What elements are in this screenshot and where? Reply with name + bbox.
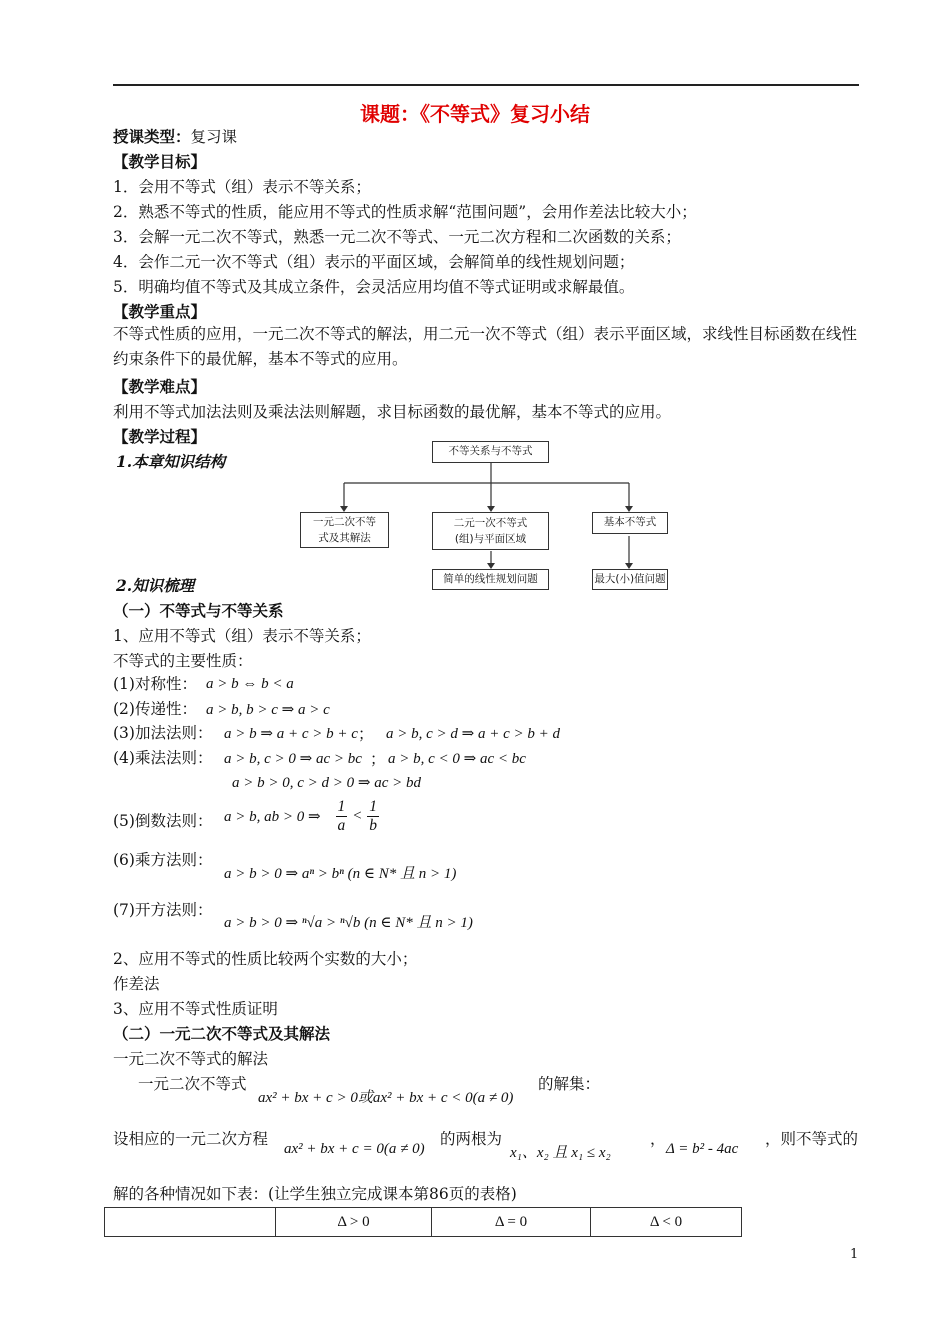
separator: ； xyxy=(358,725,374,743)
table-cell xyxy=(105,1208,276,1237)
fraction xyxy=(367,798,379,835)
paragraph: 设相应的一元二次方程 xyxy=(113,1130,269,1148)
diagram-node-linear-programming: 简单的线性规划问题 xyxy=(432,569,549,590)
table-cell: Δ > 0 xyxy=(276,1208,432,1237)
reciprocal-premise: a > b, ab > 0 ⇒ xyxy=(224,809,321,825)
property-formula: a > b > 0, c > d > 0 ⇒ ac > bd xyxy=(232,775,421,791)
subsection-2-heading: （二）一元二次不等式及其解法 xyxy=(113,1024,331,1043)
property-label: (4)乘法法则： xyxy=(113,749,213,767)
quadratic-inequality-formula: ax² + bx + c > 0或ax² + bx + c < 0(a ≠ 0) xyxy=(258,1090,514,1106)
diagram-node-basic-inequality: 基本不等式 xyxy=(592,512,668,534)
table-cell: Δ = 0 xyxy=(432,1208,591,1237)
diagram-node-line: 二元一次不等式 xyxy=(453,517,528,529)
page-number: 1 xyxy=(850,1247,859,1262)
page-title: 课题：《不等式》复习小结 xyxy=(360,102,590,126)
paragraph: 3、应用不等式性质证明 xyxy=(113,1000,278,1018)
paragraph: 2、应用不等式的性质比较两个实数的大小； xyxy=(113,950,418,968)
separator: ； xyxy=(370,750,386,768)
section-review-heading: 2.知识梳理 xyxy=(116,576,195,595)
diagram-node-linear-region xyxy=(432,512,549,550)
key-points-heading: 【教学重点】 xyxy=(113,302,207,321)
diagram-node-line: 式及其解法 xyxy=(318,532,371,544)
property-label: (3)加法法则： xyxy=(113,724,213,742)
table-cell: Δ < 0 xyxy=(591,1208,742,1237)
paragraph: 的两根为 xyxy=(440,1130,503,1148)
goals-heading: 【教学目标】 xyxy=(113,152,207,171)
separator: ， xyxy=(650,1130,666,1148)
property-formula: a > b, c > d ⇒ a + c > b + d xyxy=(386,726,560,742)
goal-item: 3．会解一元二次不等式，熟悉一元二次不等式、一元二次方程和二次函数的关系； xyxy=(113,228,681,246)
lesson-type-value: 复习课 xyxy=(190,128,238,146)
fraction-denominator: a xyxy=(337,817,346,834)
fraction-denominator: b xyxy=(369,817,377,834)
roots-formula: x₁、x₂ 且 x₁ ≤ x₂ xyxy=(510,1145,611,1161)
quadratic-equation-formula: ax² + bx + c = 0(a ≠ 0) xyxy=(284,1141,425,1157)
paragraph: 解的各种情况如下表：(让学生独立完成课本第86页的表格) xyxy=(113,1185,517,1203)
property-formula: a > b ⇔ b < a xyxy=(206,676,294,692)
section-structure-heading: 1.本章知识结构 xyxy=(116,452,226,471)
paragraph: 不等式的主要性质： xyxy=(113,652,253,670)
fraction xyxy=(336,798,348,835)
goal-item: 4．会作二元一次不等式（组）表示的平面区域，会解简单的线性规划问题； xyxy=(113,253,635,271)
diagram-root-node: 不等关系与不等式 xyxy=(432,441,549,463)
paragraph: 作差法 xyxy=(113,975,160,993)
difficulties-heading: 【教学难点】 xyxy=(113,377,207,396)
property-formula: a > b ⇒ a + c > b + c xyxy=(224,726,358,742)
property-label: (1)对称性： xyxy=(113,675,197,693)
property-formula: a > b > 0 ⇒ aⁿ > bⁿ (n ∈ N* 且 n > 1) xyxy=(224,866,457,882)
property-formula-reciprocal xyxy=(224,798,379,835)
property-formula: a > b, b > c ⇒ a > c xyxy=(206,702,330,718)
discriminant-table xyxy=(104,1207,742,1237)
subsection-1-heading: （一）不等式与不等关系 xyxy=(113,601,284,620)
key-points-text: 不等式性质的应用，一元二次不等式的解法，用二元一次不等式（组）表示平面区域，求线性目标函数在线性约束条件下的最优解，基本不等式的应用。 xyxy=(113,325,858,368)
header-rule xyxy=(113,84,859,86)
paragraph: ，则不等式的 xyxy=(765,1130,859,1148)
paragraph: 一元二次不等式的解法 xyxy=(113,1050,269,1068)
paragraph: 的解集： xyxy=(538,1075,601,1093)
lesson-type-label: 授课类型： xyxy=(113,127,191,146)
lesson-type xyxy=(113,125,237,147)
paragraph: 一元二次不等式 xyxy=(138,1075,247,1093)
less-than-sign: < xyxy=(352,808,363,824)
property-label: (6)乘方法则： xyxy=(113,851,213,869)
property-label: (2)传递性： xyxy=(113,700,197,718)
table-row xyxy=(105,1208,742,1237)
property-label: (5)倒数法则： xyxy=(113,812,213,830)
property-formula: a > b, c > 0 ⇒ ac > bc xyxy=(224,751,362,767)
diagram-node-line: 一元二次不等 xyxy=(313,516,376,528)
process-heading: 【教学过程】 xyxy=(113,427,207,446)
discriminant-formula: Δ = b² - 4ac xyxy=(666,1141,739,1157)
goal-item: 1．会用不等式（组）表示不等关系； xyxy=(113,178,371,196)
goal-item: 2．熟悉不等式的性质，能应用不等式的性质求解“范围问题”，会用作差法比较大小； xyxy=(113,203,697,221)
property-formula: a > b > 0 ⇒ ⁿ√a > ⁿ√b (n ∈ N* 且 n > 1) xyxy=(224,915,473,931)
property-formula: a > b, c < 0 ⇒ ac < bc xyxy=(388,751,526,767)
fraction-numerator: 1 xyxy=(337,798,346,815)
fraction-numerator: 1 xyxy=(369,798,377,815)
goal-item: 5．明确均值不等式及其成立条件，会灵活应用均值不等式证明或求解最值。 xyxy=(113,278,635,296)
diagram-node-line: (组)与平面区域 xyxy=(454,533,527,545)
diagram-node-extremum: 最大(小)值问题 xyxy=(592,569,668,590)
diagram-node-quadratic xyxy=(300,512,389,548)
property-label: (7)开方法则： xyxy=(113,901,213,919)
paragraph: 1、应用不等式（组）表示不等关系； xyxy=(113,627,371,645)
difficulties-text: 利用不等式加法法则及乘法法则解题，求目标函数的最优解，基本不等式的应用。 xyxy=(113,403,672,421)
